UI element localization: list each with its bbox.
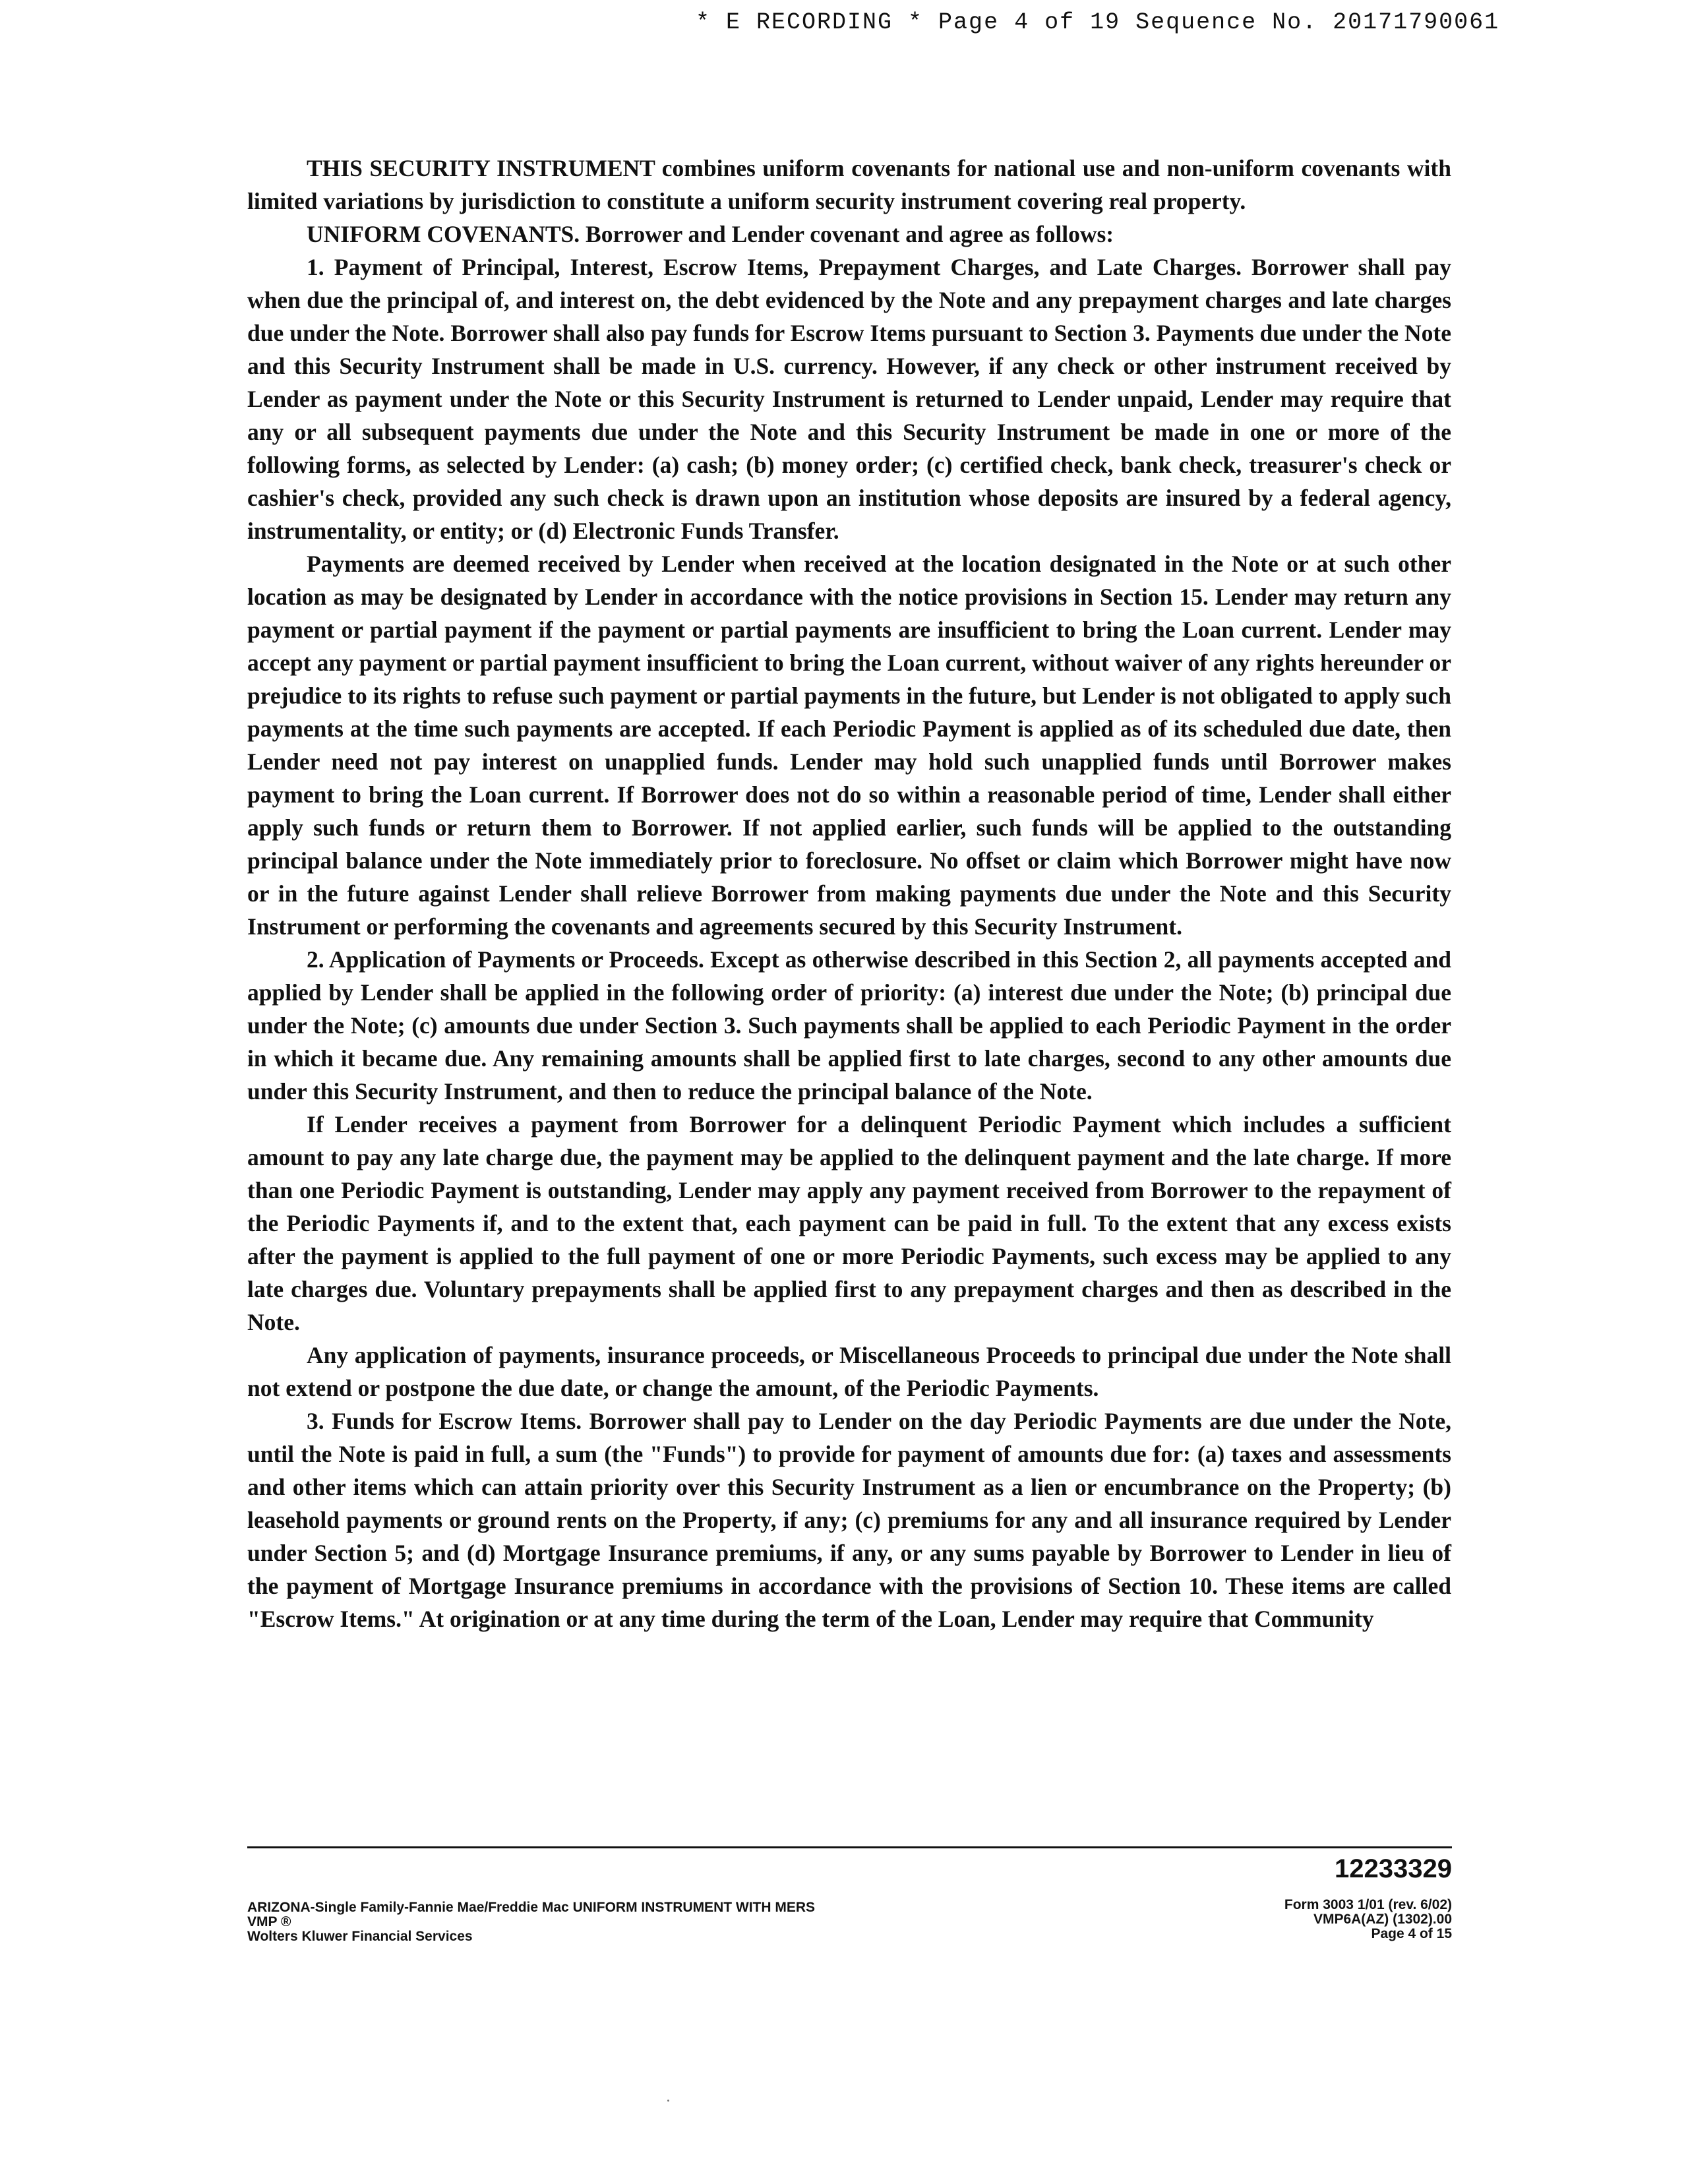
form-page-number: Page 4 of 15 <box>1371 1926 1452 1941</box>
section-2-delinquent-paragraph: If Lender receives a payment from Borrower for a delinquent Periodic Payment which includes a sufficient amount to pay any late charge due, the payment may be applied to the delinquent payment and the late charge. If more than one Periodic Payment is outstanding, Lender may apply any payment received from Borrower to the repayment of the Periodic Payments if, and to the extent that, each payment can be paid in full. To the extent that any excess exists after the payment is applied to the full payment of one or more Periodic Payments, such excess may be applied to any late charges due. Voluntary prepayments shall be applied first to any prepayment charges and then as described in the Note. <box>247 1111 1451 1335</box>
intro-paragraph: THIS SECURITY INSTRUMENT combines uniform covenants for national use and non-uniform covenants with limited variations by jurisdiction to constitute a uniform security instrument covering real property. <box>247 155 1451 214</box>
recording-header: * E RECORDING * Page 4 of 19 Sequence No. 20171790061 <box>696 9 1500 36</box>
loan-number: 12233329 <box>1335 1854 1452 1883</box>
form-title: ARIZONA-Single Family-Fannie Mae/Freddie Mac UNIFORM INSTRUMENT WITH MERS <box>247 1900 816 1915</box>
section-1-paragraph: 1. Payment of Principal, Interest, Escrow Items, Prepayment Charges, and Late Charges. Borrower shall pay when due the principal of, and interest on, the debt evidenced by the Note and any prepayment charges and late charges due under the Note. Borrower shall also pay funds for Escrow Items pursuant to Section 3. Payments due under the Note and this Security Instrument shall be made in U.S. currency. However, if any check or other instrument received by Lender as payment under the Note or this Security Instrument is returned to Lender unpaid, Lender may require that any or all subsequent payments due under the Note and this Security Instrument be made in one or more of the following forms, as selected by Lender: (a) cash; (b) money order; (c) certified check, bank check, treasurer's check or cashier's check, provided any such check is drawn upon an institution whose deposits are insured by a federal agency, instrumentality, or entity; or (d) Electronic Funds Transfer. <box>247 254 1451 544</box>
section-1-payments-paragraph: Payments are deemed received by Lender when received at the location designated in the Note or at such other location as may be designated by Lender in accordance with the notice provisions in Section 15. Lender may return any payment or partial payment if the payment or partial payments are insufficient to bring the Loan current. Lender may accept any payment or partial payment insufficient to bring the Loan current, without waiver of any rights hereunder or prejudice to its rights to refuse such payment or partial payments in the future, but Lender is not obligated to apply such payments at the time such payments are accepted. If each Periodic Payment is applied as of its scheduled due date, then Lender need not pay interest on unapplied funds. Lender may hold such unapplied funds until Borrower makes payment to bring the Loan current. If Borrower does not do so within a reasonable period of time, Lender shall either apply such funds or return them to Borrower. If not applied earlier, such funds will be applied to the outstanding principal balance under the Note immediately prior to foreclosure. No offset or claim which Borrower might have now or in the future against Lender shall relieve Borrower from making payments due under the Note and this Security Instrument or performing the covenants and agreements secured by this Security Instrument. <box>247 551 1451 940</box>
section-3-paragraph: 3. Funds for Escrow Items. Borrower shall pay to Lender on the day Periodic Payments are due under the Note, until the Note is paid in full, a sum (the "Funds") to provide for payment of amounts due for: (a) taxes and assessments and other items which can attain priority over this Security Instrument as a lien or encumbrance on the Property; (b) leasehold payments or ground rents on the Property, if any; (c) premiums for any and all insurance required by Lender under Section 5; and (d) Mortgage Insurance premiums, if any, or any sums payable by Borrower to Lender in lieu of the payment of Mortgage Insurance premiums in accordance with the provisions of Section 10. These items are called "Escrow Items." At origination or at any time during the term of the Loan, Lender may require that Community <box>247 1408 1451 1632</box>
footer-form-info <box>1284 1898 1452 1941</box>
footer-form-description <box>247 1900 815 1944</box>
scan-speck <box>667 2100 669 2102</box>
document-body <box>247 152 1451 1635</box>
form-code: VMP6A(AZ) (1302).00 <box>1313 1912 1452 1927</box>
publisher-name: Wolters Kluwer Financial Services <box>247 1929 473 1944</box>
uniform-covenants-heading: UNIFORM COVENANTS. Borrower and Lender covenant and agree as follows: <box>307 221 1114 247</box>
section-2-application-paragraph: Any application of payments, insurance proceeds, or Miscellaneous Proceeds to principal due under the Note shall not extend or postpone the due date, or change the amount, of the Periodic Payments. <box>247 1342 1451 1401</box>
section-2-paragraph: 2. Application of Payments or Proceeds. Except as otherwise described in this Section 2, all payments accepted and applied by Lender shall be applied in the following order of priority: (a) interest due under the Note; (b) principal due under the Note; (c) amounts due under Section 3. Such payments shall be applied to each Periodic Payment in the order in which it became due. Any remaining amounts shall be applied first to late charges, second to any other amounts due under this Security Instrument, and then to reduce the principal balance of the Note. <box>247 946 1451 1105</box>
footer-divider <box>247 1846 1452 1848</box>
form-number: Form 3003 1/01 (rev. 6/02) <box>1284 1897 1452 1912</box>
vmp-mark: VMP ® <box>247 1914 291 1929</box>
